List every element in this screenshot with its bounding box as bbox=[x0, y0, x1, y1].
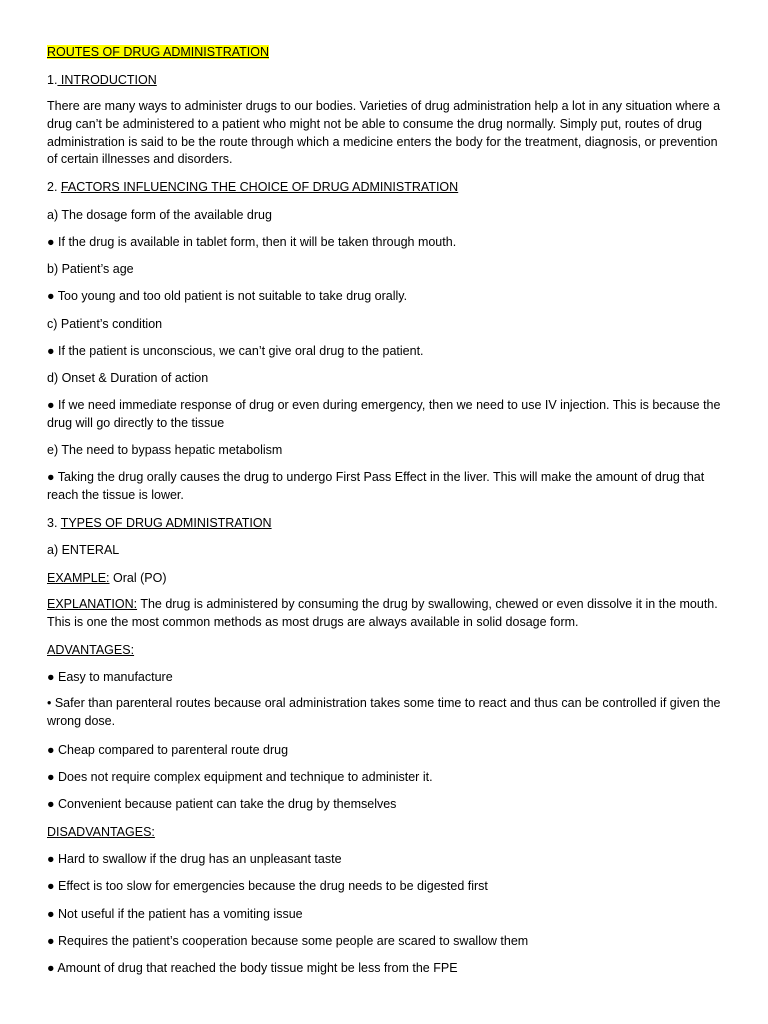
disadvantages-heading bbox=[47, 823, 727, 841]
factor-d-heading: d) Onset & Duration of action bbox=[47, 371, 209, 385]
factor-e-text: ● Taking the drug orally causes the drug to undergo First Pass Effect in the liver. This will make the amount of drug that reach the tissue is lower. bbox=[47, 470, 705, 502]
section-3-heading bbox=[47, 514, 727, 532]
disadvantage-item: ● Hard to swallow if the drug has an unpleasant taste bbox=[47, 852, 342, 866]
advantage-item: ● Easy to manufacture bbox=[47, 670, 173, 684]
explanation-label: EXPLANATION: bbox=[47, 597, 138, 611]
advantage-item: • Safer than parenteral routes because oral administration takes some time to react and thus can be controlled if given the wrong dose. bbox=[47, 696, 721, 728]
example-line bbox=[47, 569, 727, 587]
section-3-number: 3. bbox=[47, 516, 58, 530]
advantage-item: ● Cheap compared to parenteral route drug bbox=[47, 743, 289, 757]
factor-e-heading: e) The need to bypass hepatic metabolism bbox=[47, 443, 283, 457]
section-1-title: INTRODUCTION bbox=[57, 73, 157, 87]
section-3-title: TYPES OF DRUG ADMINISTRATION bbox=[60, 516, 272, 530]
example-label: EXAMPLE: bbox=[47, 571, 110, 585]
advantages-heading bbox=[47, 641, 727, 659]
document-title-text: ROUTES OF DRUG ADMINISTRATION bbox=[47, 45, 269, 59]
factor-c-text: ● If the patient is unconscious, we can’t give oral drug to the patient. bbox=[47, 344, 424, 358]
factor-b-heading: b) Patient’s age bbox=[47, 262, 134, 276]
factor-a-heading: a) The dosage form of the available drug bbox=[47, 208, 272, 222]
factor-c-heading: c) Patient’s condition bbox=[47, 317, 163, 331]
advantages-label: ADVANTAGES: bbox=[47, 643, 135, 657]
section-2-number: 2. bbox=[47, 180, 58, 194]
section-1-number: 1. bbox=[47, 73, 58, 87]
disadvantage-item: ● Requires the patient’s cooperation because some people are scared to swallow them bbox=[47, 934, 529, 948]
intro-paragraph: There are many ways to administer drugs to our bodies. Varieties of drug administration help a lot in any situation where a drug can’t be administered to a patient who might not be able to consume the drug normally. Simply put, routes of drug administration is said to be the route through which a medicine enters the body for the treatment, diagnosis, or prevention of certain illnesses and disorders. bbox=[47, 99, 721, 167]
section-2-heading bbox=[47, 178, 727, 196]
example-text: Oral (PO) bbox=[109, 571, 167, 585]
section-1-heading bbox=[47, 71, 727, 89]
advantage-item: ● Convenient because patient can take the drug by themselves bbox=[47, 797, 397, 811]
factor-d-text: ● If we need immediate response of drug or even during emergency, then we need to use IV injection. This is because the drug will go directly to the tissue bbox=[47, 398, 721, 430]
disadvantage-item: ● Amount of drug that reached the body tissue might be less from the FPE bbox=[47, 961, 458, 975]
enteral-heading: a) ENTERAL bbox=[47, 543, 120, 557]
factor-a-text: ● If the drug is available in tablet form, then it will be taken through mouth. bbox=[47, 235, 457, 249]
section-2-title: FACTORS INFLUENCING THE CHOICE OF DRUG ADMINISTRATION bbox=[60, 180, 459, 194]
explanation-paragraph bbox=[47, 596, 727, 632]
disadvantage-item: ● Effect is too slow for emergencies because the drug needs to be digested first bbox=[47, 879, 488, 893]
document-title bbox=[47, 43, 727, 61]
factor-b-text: ● Too young and too old patient is not suitable to take drug orally. bbox=[47, 289, 408, 303]
disadvantages-label: DISADVANTAGES: bbox=[47, 825, 155, 839]
explanation-text: The drug is administered by consuming the drug by swallowing, chewed or even dissolve it in the mouth. This is one the most common methods as most drugs are always available in solid dosage form. bbox=[47, 597, 718, 629]
advantage-item: ● Does not require complex equipment and technique to administer it. bbox=[47, 770, 433, 784]
disadvantage-item: ● Not useful if the patient has a vomiting issue bbox=[47, 907, 303, 921]
